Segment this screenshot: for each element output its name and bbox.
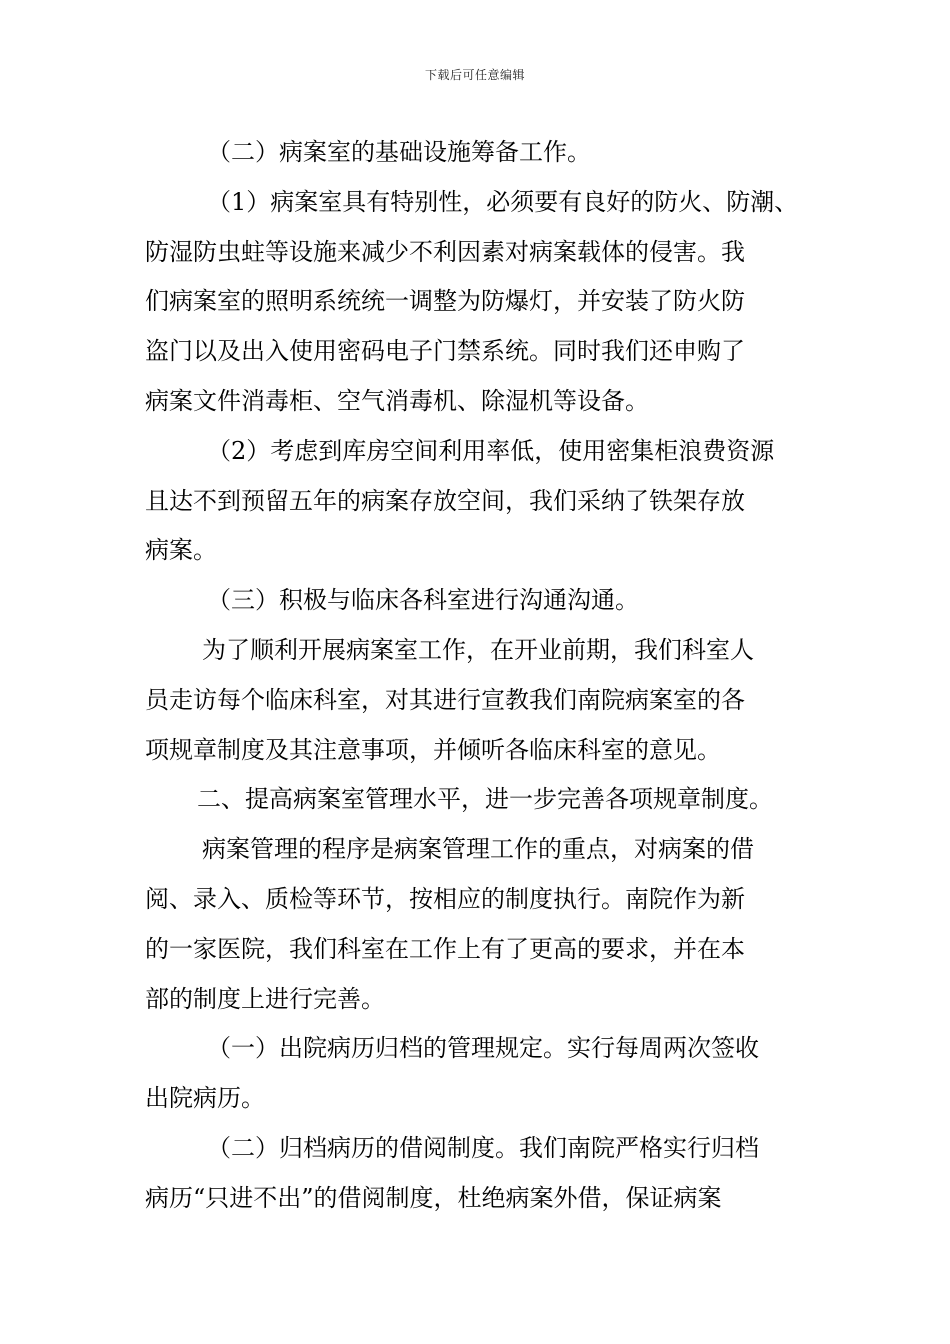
text-line: 病历“只进不出”的借阅制度，杜绝病案外借，保证病案 [145,1183,722,1212]
text-line: 项规章制度及其注意事项，并倾听各临床科室的意见。 [145,735,721,764]
text-line: 的一家医院，我们科室在工作上有了更高的要求，并在本 [145,934,745,963]
text-line: 病案。 [145,536,217,565]
document-body [145,128,810,1224]
text-line: 病案管理的程序是病案管理工作的重点，对病案的借 [202,835,754,864]
paragraph-facilities-heading [145,128,810,178]
text-line: 防湿防虫蛀等设施来减少不利因素对病案载体的侵害。我 [145,237,745,266]
text-line: （三）积极与临床各科室进行沟通沟通。 [207,586,639,615]
paragraph-communication-body [145,626,810,775]
text-line: （二）归档病历的借阅制度。我们南院严格实行归档 [207,1133,759,1162]
paragraph-facilities-1 [145,178,810,427]
page-header: 下载后可任意编辑 [424,68,525,82]
text-line: （一）出院病历归档的管理规定。实行每周两次签收 [207,1034,759,1063]
paragraph-borrowing-system [145,1124,810,1224]
paragraph-discharge-records [145,1024,810,1124]
text-line: 阅、录入、质检等环节，按相应的制度执行。南院作为新 [145,884,745,913]
paragraph-management-body [145,825,810,1024]
text-line: 出院病历。 [145,1084,265,1113]
text-line: 部的制度上进行完善。 [145,984,385,1013]
text-line: 二、提高病案室管理水平，进一步完善各项规章制度。 [197,785,773,814]
section-heading-two [145,775,810,825]
text-line: （2）考虑到库房空间利用率低，使用密集柜浪费资源 [207,436,775,465]
text-line: 病案文件消毒柜、空气消毒机、除湿机等设备。 [145,386,649,415]
text-line: 为了顺利开展病案室工作，在开业前期，我们科室人 [202,635,754,664]
text-line: （二）病案室的基础设施筹备工作。 [207,138,591,166]
text-line: 盗门以及出入使用密码电子门禁系统。同时我们还申购了 [145,337,745,366]
text-line: 员走访每个临床科室，对其进行宣教我们南院病案室的各 [145,685,745,714]
paragraph-facilities-2 [145,427,810,576]
paragraph-communication-heading [145,576,810,626]
text-line: 且达不到预留五年的病案存放空间，我们采纳了铁架存放 [145,486,745,515]
text-line: 们病案室的照明系统统一调整为防爆灯，并安装了防火防 [145,287,745,316]
text-line: （1）病案室具有特别性，必须要有良好的防火、防潮、 [207,187,799,216]
